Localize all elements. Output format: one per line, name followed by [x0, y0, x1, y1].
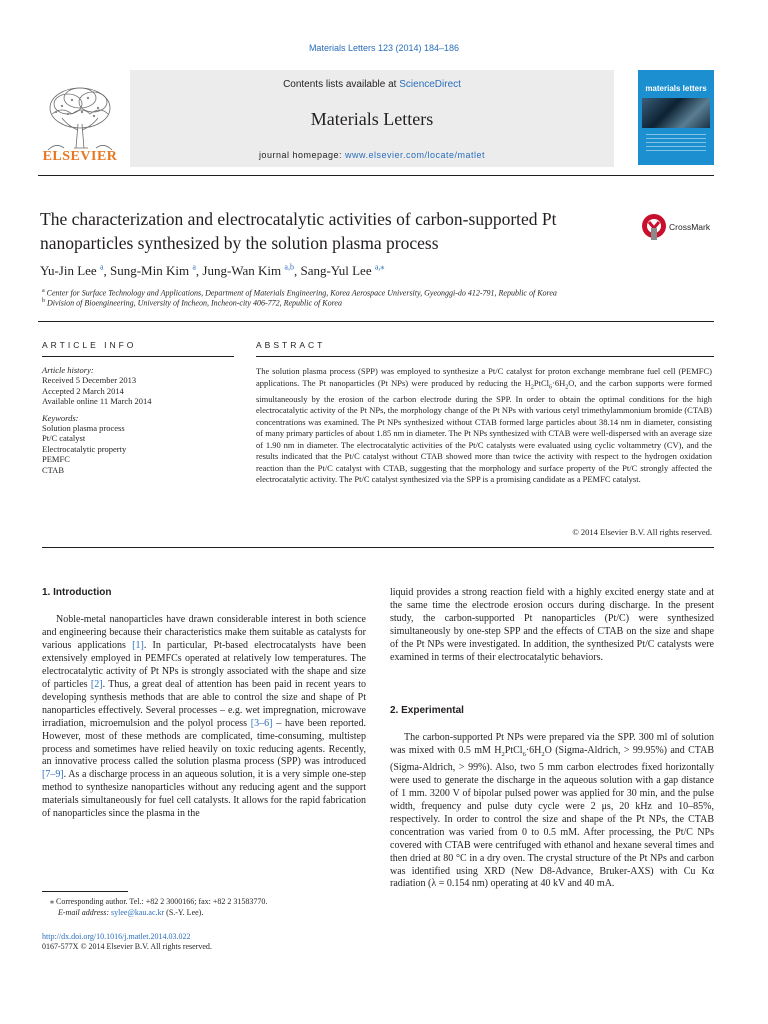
article-info-rule — [42, 356, 234, 357]
crossmark-label: CrossMark — [669, 222, 711, 232]
introduction-continued — [390, 587, 714, 665]
intro-paragraph-continued: liquid provides a strong reaction field with a highly excited energy state and at the same time the electrode erosion occurs during discharge. In the present study, the carbon-supported Pt nanoparticles (Pt/C) were synthesized simultaneously by one-step SPP and the effects of CTAB on the size and shape of the Pt NPs were investigated. In addition, the synthesized Pt/C catalysts were examined in terms of their electrocatalytic behaviors. — [390, 587, 714, 663]
contents-available — [130, 79, 614, 90]
keywords-label: Keywords: — [42, 412, 79, 423]
abstract-subscript: 2 — [565, 384, 569, 391]
cover-image — [642, 98, 710, 128]
crossmark-badge[interactable] — [640, 210, 720, 244]
author-3[interactable] — [202, 263, 294, 278]
author-1[interactable] — [40, 263, 104, 278]
text-segment: O (Sigma-Aldrich, > 99.95%) and CTAB (Sigma-Aldrich, > 99%). Also, two 5 mm carbon electrodes fixed horizontally were used to generate the discharge in the aqueous solution with a gap distance of 1 mm. 3200 V of bipolar pulsed power was applied for 30 min, and the pulse width, frequency and pulse duty cycle were 2 μs, 20 kHz and 10–85%, respectively. In order to control the size and shape of the Pt NPs, the CTAB concentration was varied from 0 to 0.5 mM. After processing, the Pt/C NPs covered with CTAB were centrifuged with ethanol and hexane several times and then dried at 80 °C in a dry oven. The crystal structure of the Pt NPs and carbon was identified using XRD (New D8-Advance, Bruker-AXS) with Cu Kα radiation (λ = 0.154 nm) operating at 40 kV and 40 mA. — [390, 744, 715, 890]
subscript: 6 — [522, 750, 526, 758]
author-name: Sang-Yul Lee — [300, 263, 372, 279]
author-affiliation-mark[interactable]: a — [192, 263, 196, 272]
text-segment: The carbon-supported Pt NPs were prepared via the SPP. 300 ml of solution was mixed with 0.5 mM H — [390, 732, 714, 756]
intro-paragraph — [42, 614, 366, 821]
affiliation-mark: b — [42, 298, 45, 304]
experimental-paragraph — [390, 732, 714, 891]
text-segment: Noble-metal nanoparticles have drawn considerable interest in both science and engineering because their characteristics make them suitable as catalysts for various applications — [42, 614, 366, 651]
abstract-bottom-rule — [42, 547, 714, 548]
affiliation-text: Center for Surface Technology and Applications, Department of Materials Engineering, Korea Aerospace University, Gyeonggi-do 412-791, Republic of Korea — [46, 288, 557, 298]
email-suffix: (S.-Y. Lee). — [164, 908, 204, 917]
email-label: E-mail address: — [58, 908, 112, 917]
abstract-rule — [256, 356, 714, 357]
affiliation-mark: a — [42, 288, 45, 294]
cover-text-lines — [646, 134, 706, 154]
crossmark-icon — [640, 210, 668, 244]
subscript: 2 — [541, 750, 545, 758]
article-title: The characterization and electrocatalytic activities of carbon-supported Pt nanoparticles synthesized by the solution plasma process — [40, 209, 557, 253]
abstract-heading: ABSTRACT — [256, 340, 326, 350]
journal-citation[interactable]: Materials Letters 123 (2014) 184–186 — [308, 43, 460, 53]
author-affiliation-mark[interactable]: a — [99, 263, 104, 272]
reference-link[interactable]: [2] — [90, 678, 103, 690]
journal-homepage — [130, 150, 614, 160]
abstract-segment: PtCl — [533, 377, 549, 388]
abstract-text — [256, 366, 712, 486]
keyword: CTAB — [42, 464, 64, 475]
journal-name: Materials Letters — [310, 109, 434, 129]
experimental-body — [390, 732, 714, 891]
keyword: PEMFC — [42, 454, 70, 465]
affiliation-b — [42, 298, 702, 308]
affiliation-a — [42, 288, 702, 298]
reference-link[interactable]: [7–9] — [42, 769, 64, 781]
history-received: Received 5 December 2013 — [42, 375, 137, 386]
homepage-link[interactable]: www.elsevier.com/locate/matlet — [345, 150, 486, 160]
article-info-heading: ARTICLE INFO — [42, 340, 137, 350]
issn-line: 0167-577X © 2014 Elsevier B.V. All rights reserved. — [42, 942, 212, 951]
sciencedirect-link[interactable]: ScienceDirect — [399, 79, 461, 90]
abstract-subscript: 2 — [530, 384, 534, 391]
keyword: Solution plasma process — [42, 423, 125, 434]
author-2[interactable] — [110, 263, 196, 278]
author-name: Yu-Jin Lee — [40, 263, 97, 279]
author-separator: , — [293, 263, 301, 279]
abstract-copyright: © 2014 Elsevier B.V. All rights reserved. — [572, 527, 712, 537]
text-segment: . Thus, a great deal of attention has been paid in recent years to developing synthesis methods that are able to control the size and shape of Pt nanoparticles effectively. Several processes – e.g. wet impregnation, microwave irradiation, microemulsion and the polyol process — [42, 678, 366, 729]
text-segment: . As a discharge process in an aqueous solution, it is a very simple one-step method to synthesize nanoparticles without any reducing agent and the support materials simultaneously for fuel cell catalysts. It allows for the rapid fabrication of nanoparticles since the plasma in the — [42, 769, 366, 820]
introduction-body — [42, 614, 366, 821]
keyword: Electrocatalytic property — [42, 443, 127, 454]
abstract-subscript: 6 — [549, 384, 552, 391]
author-separator: , — [195, 263, 203, 279]
contents-prefix: Contents lists available at — [283, 79, 400, 90]
text-segment: ·6H — [525, 744, 542, 756]
text-segment: . In particular, Pt-based electrocatalysts have been extensively employed in PEMFCs operated at relatively low temperatures. The electrocatalytic activity of Pt NPs is strongly associated with the shape and size of particles — [42, 639, 366, 690]
text-segment: – have been reported. However, most of these methods are complicated, time-consuming, multistep process and sometimes have relied heavily on toxic reducing agents. Recently, an innovative process called the solution plasma process (SPP) was introduced — [42, 717, 367, 768]
author-separator: , — [103, 263, 110, 279]
keyword: Pt/C catalyst — [42, 433, 86, 444]
author-affiliation-mark[interactable]: a,⁎ — [374, 263, 385, 272]
author-affiliation-mark[interactable]: a,b — [284, 263, 294, 272]
history-online: Available online 11 March 2014 — [42, 396, 152, 407]
email-link[interactable]: sylee@kau.ac.kr — [111, 908, 165, 917]
history-label: Article history: — [42, 365, 94, 375]
homepage-prefix: journal homepage: — [258, 150, 345, 160]
introduction-heading: 1. Introduction — [42, 587, 112, 598]
reference-link[interactable]: [1] — [132, 639, 144, 651]
abstract-segment: The solution plasma process (SPP) was employed to synthesize a Pt/C catalyst for proton exchange membrane fuel cell (PEMFC) applications. The Pt nanoparticles (Pt NPs) were produced by reducing the H — [256, 366, 712, 388]
author-name: Jung-Wan Kim — [202, 263, 282, 279]
text-segment: PtCl — [504, 744, 523, 756]
abstract-segment: O, and the carbon supports were formed simultaneously by the erosion of the carbon electrode during the SPP. In order to obtain the optimal conditions for the high electrocatalytic activity of the Pt NPs, the morphology change of the Pt NPs with various cetyl trimethylammonium bromide (CTAB) concentrations was examined. The Pt NPs synthesized without CTAB formed large particles about 38.14 nm in diameter, consisting of many primary particles of about 1.85 nm in diameter. The Pt NPs synthesized with CTAB were well-dispersed with an average size of 1.90 nm in diameter. The electrocatalytic activities of the Pt/C catalysts were evaluated using cyclic voltammetry (CV), and the results indicated that the Pt/C catalyst without CTAB showed more than twice the activity with respect to the hydrogen oxidation reaction than the Pt/C catalyst with CTAB, suggesting that the morphology and surface property of the Pt/C strongly affected the electrocatalytic activity. The Pt/C catalyst synthesized via the SPP is a promising candidate as a PEMFC catalyst. — [256, 377, 712, 485]
journal-cover-thumbnail[interactable] — [638, 70, 714, 165]
author-name: Sung-Min Kim — [110, 263, 190, 279]
experimental-heading: 2. Experimental — [390, 705, 464, 716]
reference-link[interactable]: [3–6] — [250, 717, 273, 729]
article-info — [42, 365, 232, 475]
affiliation-rule — [38, 321, 714, 322]
affiliation-text: Division of Bioengineering, University of Incheon, Incheon-city 406-772, Republic of Korea — [47, 298, 342, 308]
header-rule — [38, 175, 714, 176]
footnote-rule — [42, 891, 128, 892]
cover-title: materials letters — [645, 84, 707, 93]
email-note — [58, 908, 366, 918]
author-4[interactable] — [300, 263, 384, 278]
subscript: 2 — [501, 750, 505, 758]
elsevier-wordmark: ELSEVIER — [42, 149, 118, 164]
doi-link[interactable]: http://dx.doi.org/10.1016/j.matlet.2014.03.022 — [42, 932, 191, 941]
abstract-segment: ·6H — [552, 377, 566, 388]
history-accepted: Accepted 2 March 2014 — [42, 385, 124, 396]
corresponding-author-note: ⁎ Corresponding author. Tel.: +82 2 3000166; fax: +82 2 31583770. — [50, 897, 268, 906]
author-list — [40, 263, 384, 279]
